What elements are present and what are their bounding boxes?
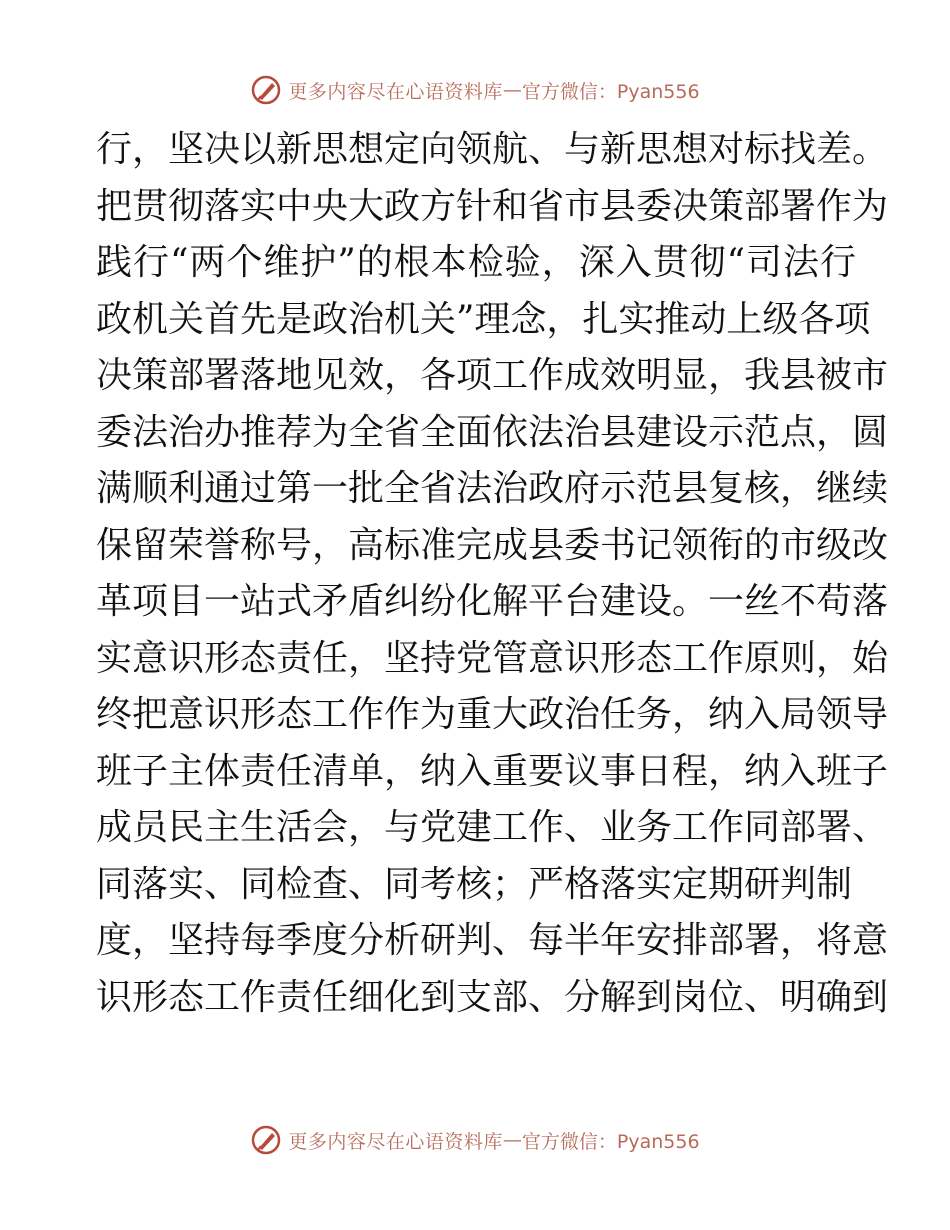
body-line: 成员民主生活会，与党建工作、业务工作同部署、 bbox=[96, 807, 889, 848]
body-line: 实意识形态责任，坚持党管意识形态工作原则，始 bbox=[96, 637, 889, 679]
body-line: 度，坚持每季度分析研判、每半年安排部署，将意 bbox=[96, 920, 889, 961]
quill-pen-icon bbox=[250, 1124, 282, 1156]
footer-banner bbox=[0, 1122, 950, 1158]
body-line: 终把意识形态工作作为重大政治任务，纳入局领导 bbox=[96, 694, 889, 735]
body-line: 识形态工作责任细化到支部、分解到岗位、明确到 bbox=[96, 976, 889, 1018]
body-line: 把贯彻落实中央大政方针和省市县委决策部署作为 bbox=[96, 185, 889, 227]
body-line: 委法治办推荐为全省全面依法治县建设示范点，圆 bbox=[96, 411, 889, 453]
body-line: 保留荣誉称号，高标准完成县委书记领衔的市级改 bbox=[96, 524, 889, 566]
banner-text: 更多内容尽在心语资料库 bbox=[288, 80, 503, 103]
document-body bbox=[96, 122, 889, 1026]
banner-separator: — bbox=[502, 79, 522, 101]
body-line: 班子主体责任清单，纳入重要议事日程，纳入班子 bbox=[96, 750, 889, 792]
banner-contact: 官方微信：Pyan556 bbox=[521, 1130, 700, 1153]
body-line: 践行“两个维护”的根本检验，深入贯彻“司法行 bbox=[96, 242, 856, 283]
header-banner bbox=[0, 72, 950, 108]
banner-contact: 官方微信：Pyan556 bbox=[521, 80, 700, 103]
quill-pen-icon bbox=[250, 74, 282, 106]
banner-text: 更多内容尽在心语资料库 bbox=[288, 1130, 503, 1153]
body-line: 满顺利通过第一批全省法治政府示范县复核，继续 bbox=[96, 468, 889, 509]
body-line: 革项目一站式矛盾纠纷化解平台建设。一丝不苟落 bbox=[96, 581, 889, 622]
body-line: 决策部署落地见效，各项工作成效明显，我县被市 bbox=[96, 355, 889, 396]
body-line: 同落实、同检查、同考核；严格落实定期研判制 bbox=[96, 863, 853, 905]
body-line: 行，坚决以新思想定向领航、与新思想对标找差。 bbox=[96, 129, 889, 170]
banner-separator: — bbox=[502, 1129, 522, 1151]
body-line: 政机关首先是政治机关”理念，扎实推动上级各项 bbox=[96, 298, 871, 340]
